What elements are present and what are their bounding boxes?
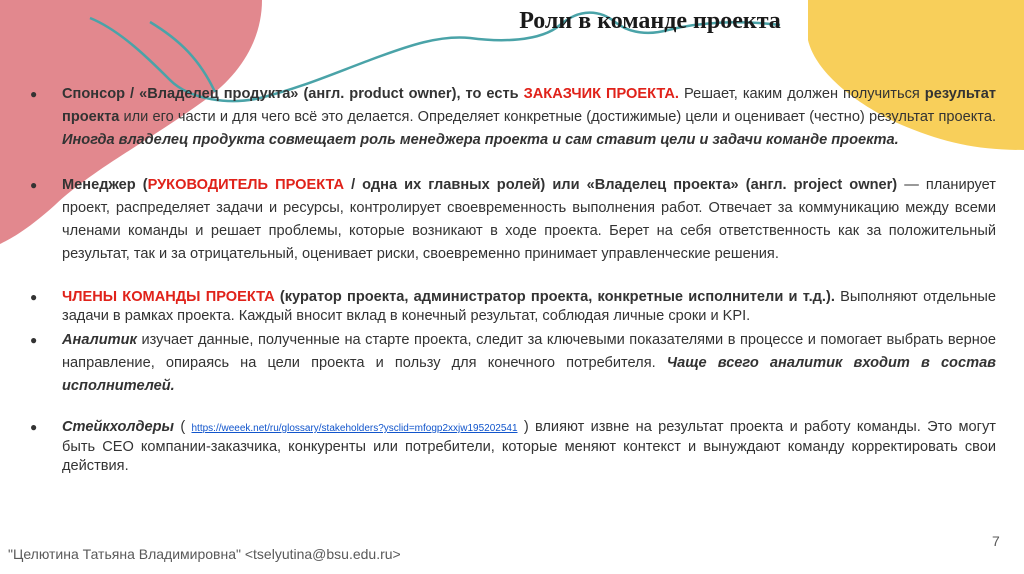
stakeholders-heading: Стейкхолдеры: [62, 419, 175, 435]
list-item-stakeholders: [30, 418, 996, 476]
bullet-icon: ●: [30, 290, 38, 304]
sponsor-note: Иногда владелец продукта совмещает роль менеджера проекта и сам ставит цели и задачи команде проекта.: [62, 132, 899, 148]
bullet-icon: ●: [30, 333, 38, 347]
footer-author: "Целютина Татьяна Владимировна" <tselyutina@bsu.edu.ru>: [8, 546, 401, 562]
team-heading-2: (куратор проекта, администратор проекта, конкретные исполнители и т.д.).: [274, 289, 835, 305]
list-item-sponsor: [30, 83, 996, 152]
bullet-icon: ●: [30, 178, 38, 192]
analyst-heading: Аналитик: [62, 332, 137, 348]
manager-heading: Менеджер (: [62, 177, 148, 193]
page-number: 7: [992, 533, 1000, 549]
bullet-icon: ●: [30, 420, 38, 434]
sponsor-result-label: результат проекта: [62, 86, 997, 125]
sponsor-text-2: или его части и для чего всё это делается. Определяет конкретные (достижимые) цели и оценивает (честно) результат проекта.: [119, 109, 996, 125]
manager-role-label: РУКОВОДИТЕЛЬ ПРОЕКТА: [147, 177, 345, 193]
stakeholders-paren: (: [174, 419, 192, 435]
slide-title: Роли в команде проекта: [519, 8, 781, 34]
analyst-text: изучает данные, полученные на старте проекта, следит за ключевыми показателями в процессе и помогает выбрать верное направление, опираясь на цели проекта и пользу для конечного потребителя.: [62, 332, 996, 371]
team-text: Выполняют отдельные задачи в рамках проекта. Каждый вносит вклад в конечный результат, соблюдая личные сроки и KPI.: [62, 289, 996, 324]
list-item-analyst: [30, 329, 996, 398]
list-item-team-members: [30, 288, 996, 326]
stakeholders-text: ) влияют извне на результат проекта и работу команды. Это могут быть CEO компании-заказчика, конкуренты или потребители, которые меняют контекст и вынуждают команду корректировать свои действия.: [62, 419, 996, 474]
sponsor-customer-label: ЗАКАЗЧИК ПРОЕКТА.: [523, 86, 679, 102]
list-item-manager: [30, 174, 996, 266]
analyst-note: Чаще всего аналитик входит в состав исполнителей.: [62, 355, 996, 394]
team-heading: ЧЛЕНЫ КОМАНДЫ ПРОЕКТА: [62, 289, 275, 305]
sponsor-heading: Спонсор / «Владелец продукта» (англ. product owner), то есть: [62, 86, 524, 102]
manager-text: — планирует проект, распределяет задачи и ресурсы, контролирует своевременность выполнения работ. Отвечает за коммуникацию между всеми членами команды и решает проблемы, которые возникают в ходе проекта. Берет на себя ответственность как за положительный результат, так и за отрицательный, оценивает риски, своевременно принимает управленческие решения.: [62, 177, 996, 262]
stakeholders-link[interactable]: https://weeek.net/ru/glossary/stakeholders?ysclid=mfogp2xxjw195202541: [191, 423, 518, 434]
roles-list: [30, 83, 996, 476]
manager-heading-2: / одна их главных ролей) или «Владелец проекта» (англ. project owner): [344, 177, 898, 193]
sponsor-text: Решает, каким должен получиться: [679, 86, 925, 102]
bullet-icon: ●: [30, 87, 38, 101]
